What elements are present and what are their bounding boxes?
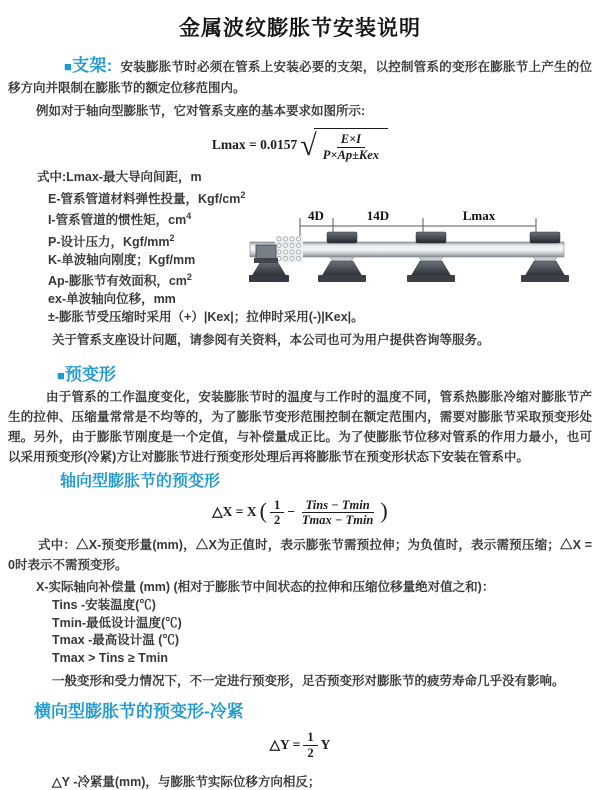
axial-x-definition: X-实际轴向补偿量 (mm) (相对于膨胀节中间状态的拉伸和压缩位移量绝对值之和)： [36,580,495,595]
definition-ex: ex-单波轴向位移，mm [48,292,176,307]
definition-k: K-单波轴向刚度；Kgf/mm [48,252,196,267]
axial-note: 一般变形和受力情况下，不一定进行预变形，足否预变形对膨胀节的疲劳寿命几乎没有影响。 [52,674,565,688]
sqrt-icon: √ [300,129,317,163]
dim-label-lmax: Lmax [462,208,496,223]
definition-p: P-设计压力，Kgf/$mm^2$ [48,233,175,250]
support-closing-line: 关于管系支座设计问题，请参阅有关资料，本公司也可为用户提供咨询等服务。 [52,333,490,348]
definition-ap: Ap-膨胀节有效面积，$cm^2$ [48,272,192,289]
formula-dy-lhs: △Y = [269,737,301,752]
one-half-fraction: $\frac{1}{2}$ [303,730,317,760]
support-section-heading: 支架: [72,56,113,75]
page-title: 金属波纹膨胀节安装说明 [179,17,421,40]
section-marker-icon: ■ [57,368,65,384]
formula-delta-x [0,496,600,528]
formula-dy-rhs: Y [320,737,331,752]
tmin-line: Tmin-最低设计温度(℃) [52,615,182,630]
radical-sign [300,128,388,162]
t-inequality-line: Tmax > Tins ≥ Tmin [52,650,169,665]
tins-line: Tins -安装温度(℃) [52,598,156,613]
dim-label-14d: 14D [366,208,390,223]
formula-lmax-lhs: Lmax = 0.0157 [211,137,298,152]
axial-subheading: 轴向型膨胀节的预变形 [60,473,221,491]
section-marker-icon: ■ [64,59,73,74]
definition-lmax: 式中:Lmax-最大导向间距，m [37,170,202,184]
support-example-line: 例如对于轴向型膨胀节，它对管系支座的基本要求如图所示: [36,104,366,118]
definition-plusminus: ±-膨胀节受压缩时采用（+）|Kex|；拉伸时采用(-)|Kex|。 [48,309,364,324]
temperature-fraction: $\frac{\text{Tins − Tmin}}{Tmax - Tmin}$ [301,497,374,527]
minus-sign: − [287,504,295,520]
definition-i: I-管系管道的惯性矩，$cm^4$ [48,211,192,228]
lateral-subheading: 横向型膨胀节的预变形-冷紧 [34,702,244,721]
formula-delta-y [0,730,600,760]
support-intro-paragraph [8,55,592,99]
support-intro-text: 安装膨胀节时必须在管系上安装必要的支架，以控制管系的变形在膨胀节上产生的位移方向并限制在膨胀节的额定位移范围内。 [8,60,592,95]
axial-where-paragraph: 式中：△X-预变形量(mm)，△X为正值时，表示膨张节需预拉伸；为负值时，表示需预压缩；△X = 0时表示不需预变形。 [8,538,592,573]
formula-lmax-denominator: P×Ap±Kex [322,147,380,162]
pipe-support-diagram [246,205,598,305]
tmax-line: Tmax -最高设计温 (℃) [52,633,180,648]
predeform-section-heading: ■预变形 [57,365,116,385]
formula-lmax [0,128,600,162]
formula-lmax-numerator: E×I [337,132,365,147]
predeform-paragraph: 由于管系的工作温度变化，安装膨胀节时的温度与工作时的温度不同，管系热膨胀冷缩对膨胀节产生的拉伸、压缩量常常是不均等的，为了膨胀节变形范围控制在额定范围内，需要对膨胀节采取预变形处理。另外，由于膨胀节刚度是一个定值，与补偿量成正比。为了使膨胀节位移对管系的作用力最小，也可以采用预变形(冷紧)方让对膨胀节进行预变形处理后再将膨胀节在预变形状态下安装在管系中。 [8,390,592,465]
temperature-definition-list [52,597,592,667]
open-paren: ( [259,498,267,524]
one-half-fraction: $\frac{1}{2}$ [270,498,284,528]
lateral-note: △Y -冷紧量(mm)，与膨胀节实际位移方向相反； [52,775,321,789]
formula-dx-lhs: △X = X [212,504,257,520]
close-paren: ) [380,498,388,524]
dim-label-4d: 4D [308,208,324,223]
bellows [275,236,303,263]
definition-e: E-管系管道材料弹性投量，Kgf/$cm^2$ [48,189,246,206]
